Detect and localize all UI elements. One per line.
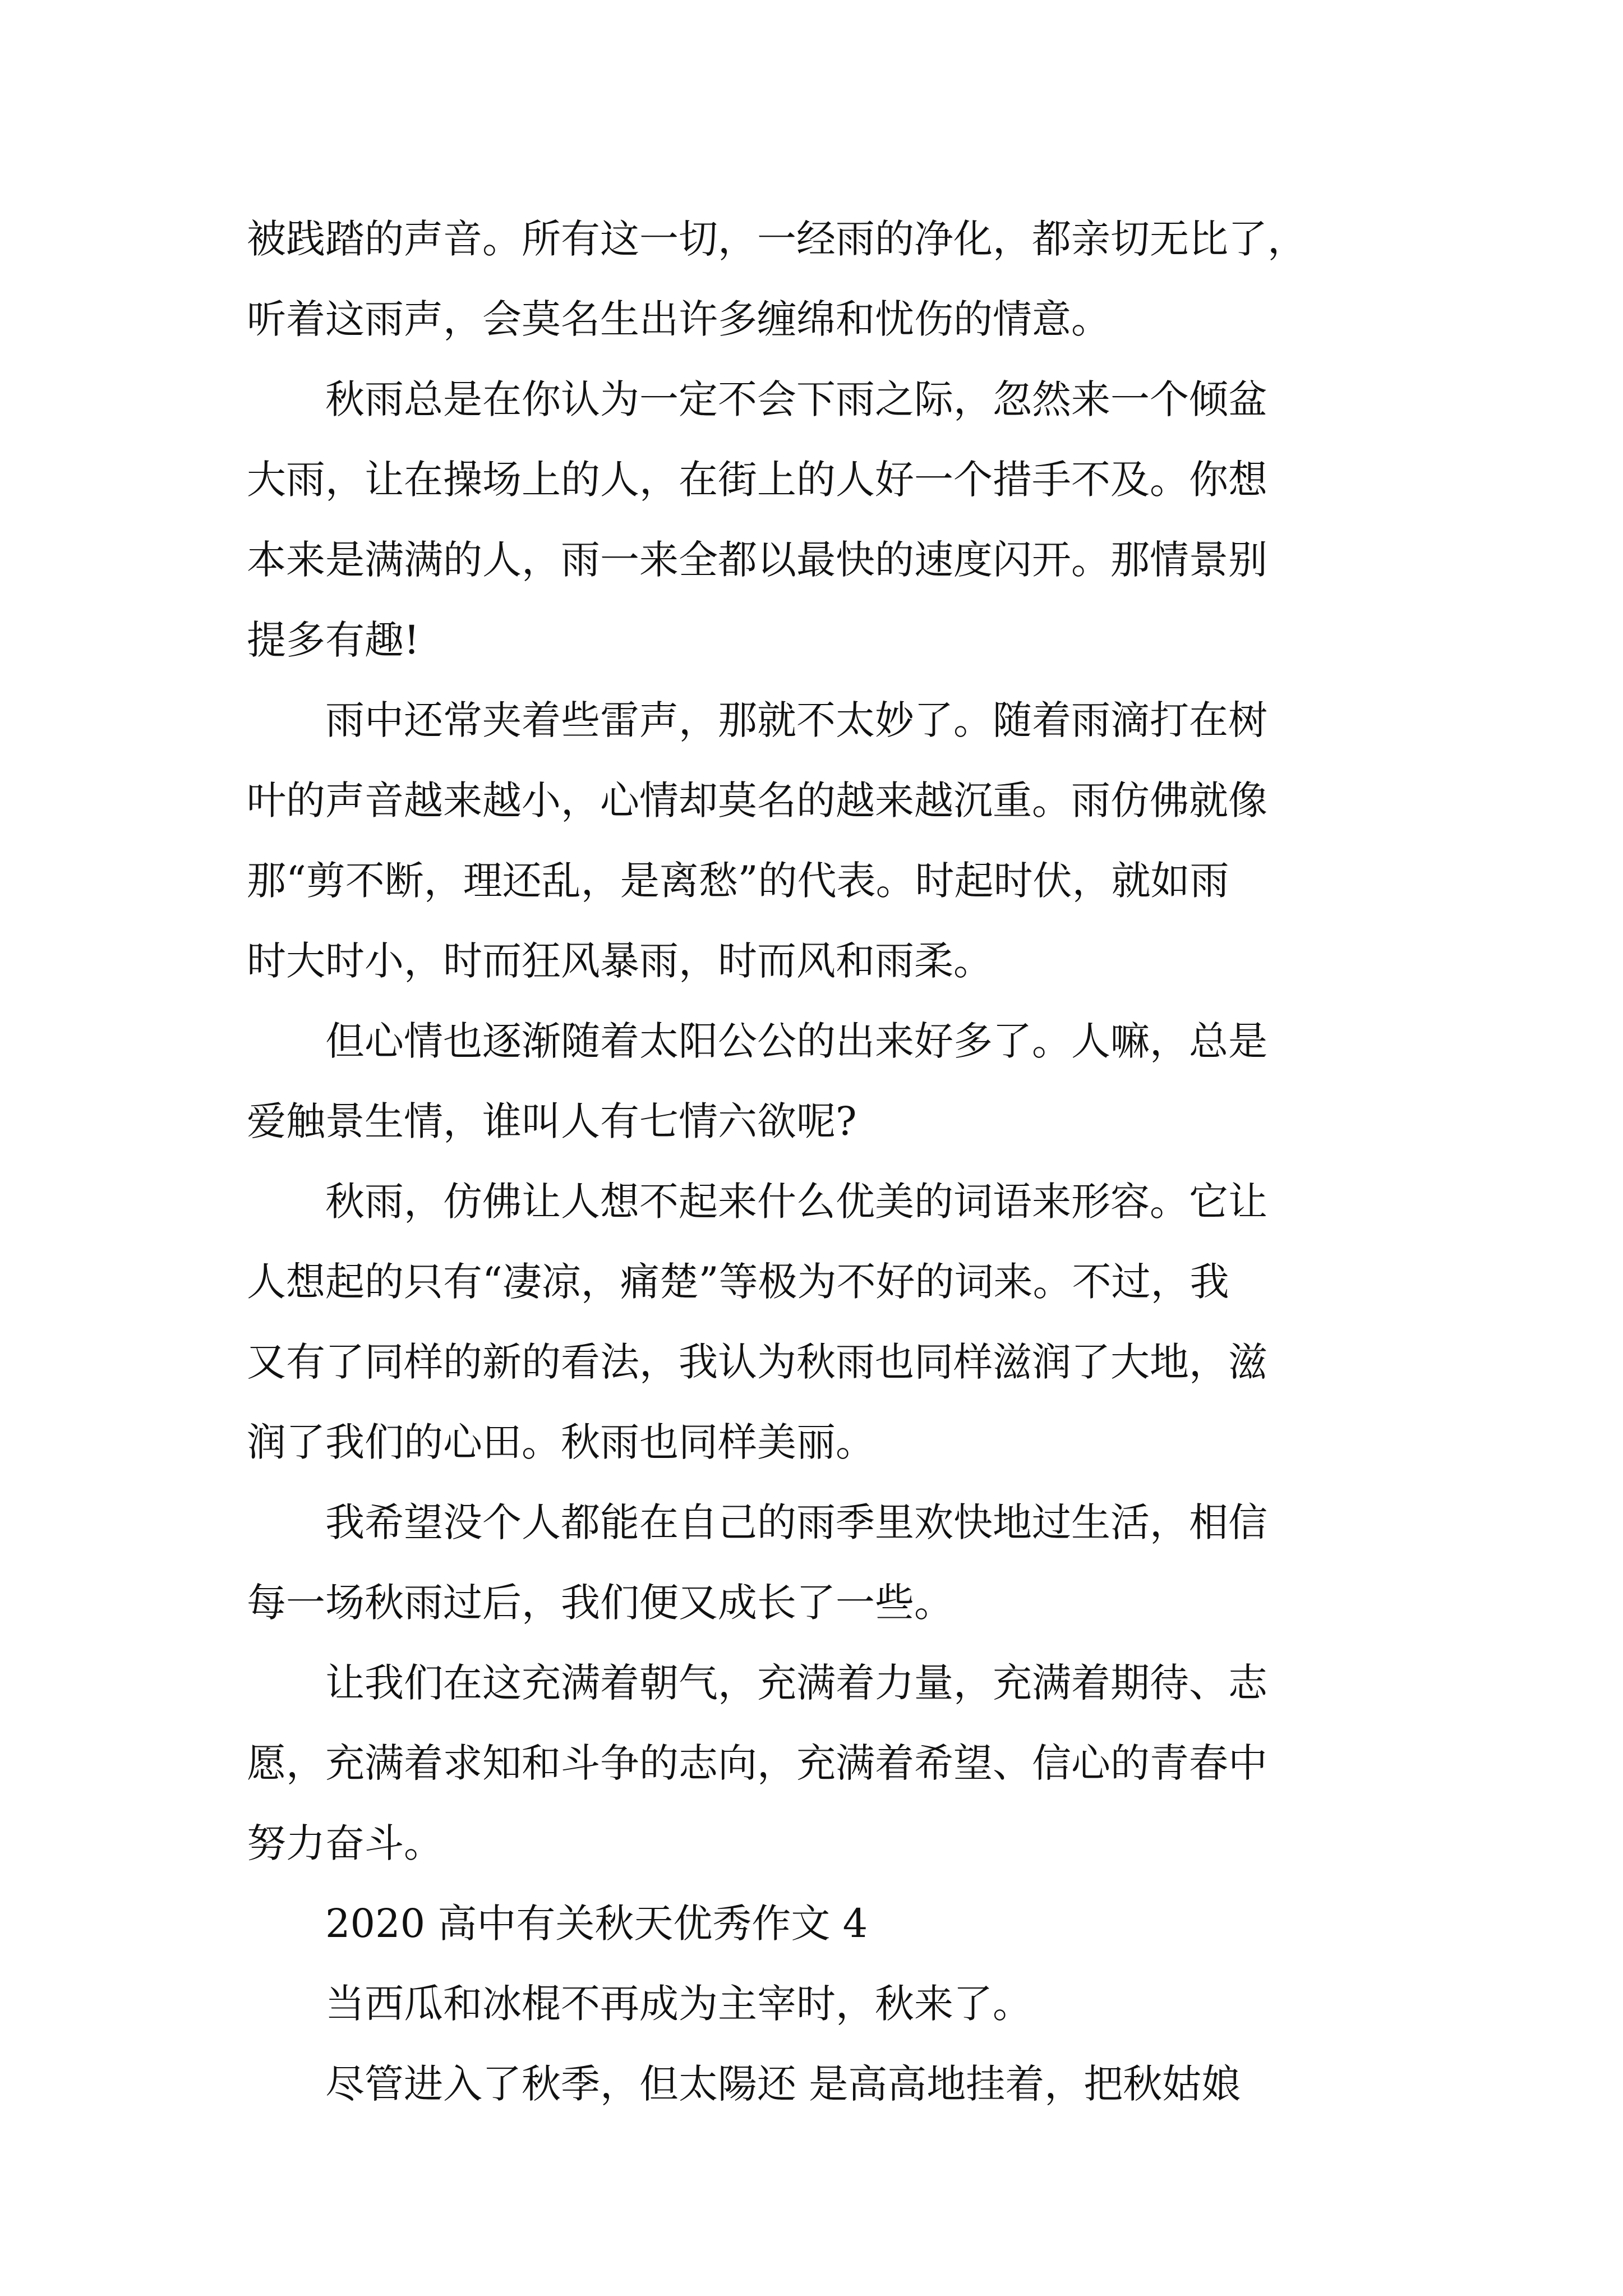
text-line: 我希望没个人都能在自己的雨季里欢快地过生活，相信 [325, 1499, 1267, 1545]
body-text [247, 199, 1385, 2124]
text-line: 本来是满满的人，雨一来全都以最快的速度闪开。那情景别 [247, 537, 1267, 583]
text-line: 让我们在这充满着朝气，充满着力量，充满着期待、志 [325, 1660, 1267, 1706]
text-line: 叶的声音越来越小，心情却莫名的越来越沉重。雨仿佛就像 [247, 777, 1267, 823]
text-line: 努力奋斗。 [247, 1820, 443, 1866]
text-line: 提多有趣! [247, 617, 420, 663]
text-line: 但心情也逐渐随着太阳公公的出来好多了。人嘛，总是 [325, 1018, 1267, 1064]
text-line: 那“剪不断，理还乱，是离愁”的代表。时起时伏，就如雨 [247, 858, 1229, 904]
text-line: 愿，充满着求知和斗争的志向，充满着希望、信心的青春中 [247, 1740, 1267, 1786]
text-line: 尽管进入了秋季，但太陽还 是高高地挂着，把秋姑娘 [325, 2061, 1241, 2107]
text-line: 又有了同样的新的看法，我认为秋雨也同样滋润了大地，滋 [247, 1339, 1267, 1385]
text-line: 雨中还常夹着些雷声，那就不太妙了。随着雨滴打在树 [325, 697, 1267, 743]
text-line: 当西瓜和冰棍不再成为主宰时，秋来了。 [325, 1981, 1032, 2027]
text-line: 润了我们的心田。秋雨也同样美丽。 [247, 1419, 875, 1465]
text-line: 秋雨，仿佛让人想不起来什么优美的词语来形容。它让 [325, 1179, 1267, 1225]
text-line: 人想起的只有“凄凉，痛楚”等极为不好的词来。不过，我 [247, 1259, 1229, 1305]
text-line: 大雨，让在操场上的人，在街上的人好一个措手不及。你想 [247, 457, 1267, 503]
text-line: 2020 高中有关秋天优秀作文 4 [325, 1901, 868, 1947]
text-line: 秋雨总是在你认为一定不会下雨之际，忽然来一个倾盆 [325, 376, 1267, 422]
text-line: 听着这雨声，会莫名生出许多缠绵和忧伤的情意。 [247, 296, 1110, 342]
text-line: 被践踏的声音。所有这一切，一经雨的净化，都亲切无比了， [247, 216, 1307, 262]
text-line: 时大时小，时而狂风暴雨，时而风和雨柔。 [247, 938, 993, 984]
text-line: 每一场秋雨过后，我们便又成长了一些。 [247, 1580, 953, 1626]
text-line: 爱触景生情，谁叫人有七情六欲呢? [247, 1098, 857, 1144]
